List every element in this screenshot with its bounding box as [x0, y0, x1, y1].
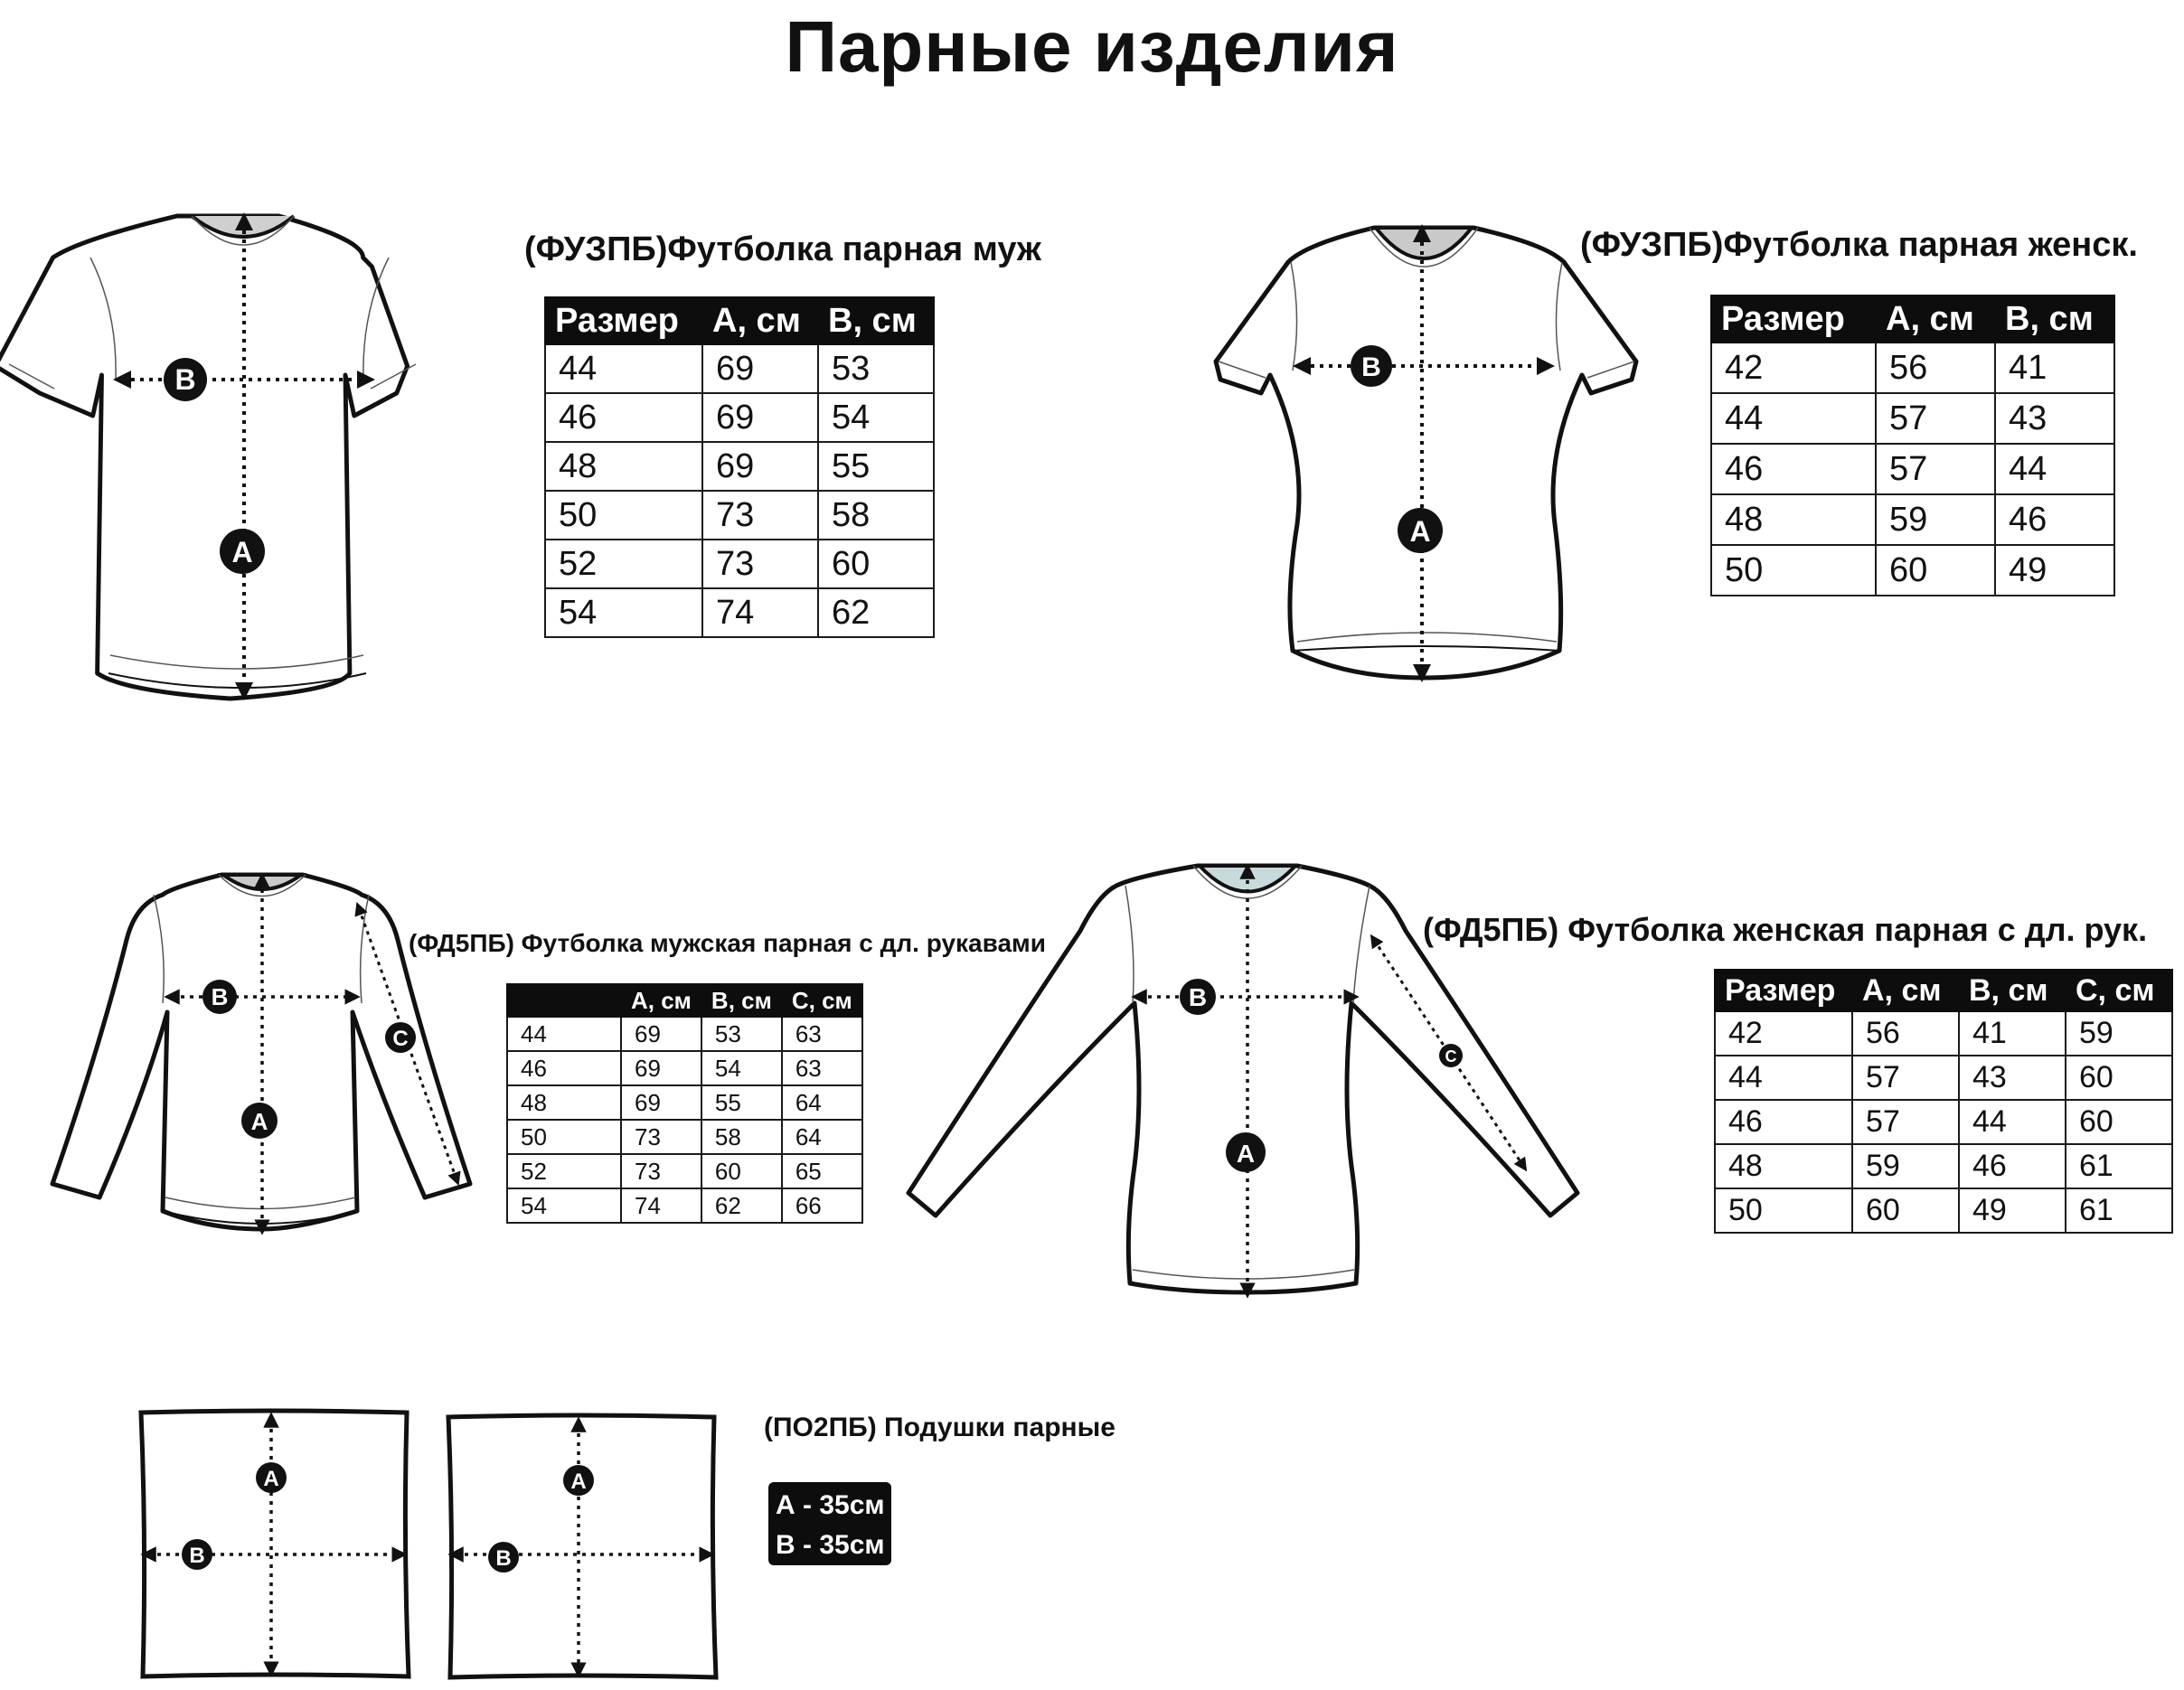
women-tshirt-diagram	[1202, 217, 1654, 687]
column-header: С, см	[782, 984, 862, 1017]
table-cell: 48	[1711, 494, 1876, 545]
table-cell: 69	[621, 1017, 701, 1051]
table-cell: 57	[1852, 1056, 1959, 1100]
pillow-right-diagram	[443, 1410, 723, 1690]
table-cell: 43	[1959, 1056, 2066, 1100]
table-cell: 62	[818, 588, 934, 637]
table-row	[545, 344, 934, 393]
men-tshirt-diagram	[0, 203, 398, 709]
column-header: А, см	[621, 984, 701, 1017]
table-cell: 59	[1852, 1144, 1959, 1188]
men-tshirt-title: (ФУЗПБ)Футболка парная муж	[524, 230, 1041, 268]
column-header: А, см	[702, 297, 818, 344]
measure-a-label: A	[1409, 515, 1431, 548]
table-cell: 55	[818, 442, 934, 491]
table-cell: 53	[701, 1017, 782, 1051]
table-row	[1715, 1011, 2172, 1056]
table-row	[507, 1051, 862, 1085]
table-cell: 52	[545, 540, 702, 588]
column-header: А, см	[1876, 296, 1995, 343]
table-row	[545, 540, 934, 588]
men-longsleeve-size-table	[506, 983, 863, 1224]
table-cell: 73	[621, 1154, 701, 1188]
table-row	[1711, 343, 2114, 393]
table-row	[545, 393, 934, 442]
men-longsleeve-diagram	[45, 868, 479, 1238]
table-cell: 54	[818, 393, 934, 442]
column-header: Размер	[1711, 296, 1876, 343]
table-cell: 46	[1715, 1100, 1852, 1144]
table-cell: 58	[701, 1120, 782, 1154]
table-cell: 60	[1876, 545, 1995, 596]
table-cell: 61	[2066, 1188, 2172, 1233]
table-cell: 44	[545, 344, 702, 393]
column-header: В, см	[818, 297, 934, 344]
table-cell: 41	[1959, 1011, 2066, 1056]
table-cell: 48	[507, 1085, 621, 1120]
table-cell: 61	[2066, 1144, 2172, 1188]
table-cell: 57	[1876, 393, 1995, 444]
measure-a-label: A	[570, 1469, 587, 1494]
column-header: В, см	[1995, 296, 2114, 343]
table-cell: 63	[782, 1017, 862, 1051]
table-cell: 65	[782, 1154, 862, 1188]
column-header: В, см	[1959, 970, 2066, 1011]
pillow-dimensions-badge	[768, 1482, 891, 1565]
table-cell: 60	[1852, 1188, 1959, 1233]
table-row	[507, 1188, 862, 1223]
table-row	[507, 1154, 862, 1188]
table-cell: 50	[545, 491, 702, 540]
table-cell: 66	[782, 1188, 862, 1223]
table-cell: 46	[507, 1051, 621, 1085]
table-cell: 54	[507, 1188, 621, 1223]
table-cell: 49	[1995, 545, 2114, 596]
pillow-dim-b: В - 35см	[776, 1530, 885, 1560]
column-header	[507, 984, 621, 1017]
measure-c-label: C	[392, 1027, 409, 1051]
table-cell: 73	[702, 540, 818, 588]
table-cell: 57	[1876, 444, 1995, 494]
table-row	[1715, 1144, 2172, 1188]
table-row	[1711, 444, 2114, 494]
table-cell: 63	[782, 1051, 862, 1085]
women-tshirt-size-table	[1710, 295, 2115, 596]
table-cell: 54	[701, 1051, 782, 1085]
women-longsleeve-title: (ФД5ПБ) Футболка женская парная с дл. рук.	[1423, 911, 2148, 948]
table-cell: 43	[1995, 393, 2114, 444]
table-cell: 53	[818, 344, 934, 393]
table-header-row	[1715, 970, 2172, 1011]
measure-a-label: A	[1236, 1140, 1256, 1168]
measure-a-label: A	[263, 1467, 279, 1491]
table-cell: 50	[1711, 545, 1876, 596]
table-header-row	[507, 984, 862, 1017]
table-cell: 56	[1852, 1011, 1959, 1056]
table-row	[1715, 1100, 2172, 1144]
table-row	[507, 1120, 862, 1154]
table-cell: 69	[621, 1051, 701, 1085]
table-cell: 48	[545, 442, 702, 491]
table-cell: 55	[701, 1085, 782, 1120]
measure-c-label: C	[1445, 1047, 1457, 1066]
table-cell: 64	[782, 1085, 862, 1120]
column-header: Размер	[545, 297, 702, 344]
page-title: Парные изделия	[785, 6, 1399, 87]
table-cell: 69	[702, 393, 818, 442]
women-tshirt-title: (ФУЗПБ)Футболка парная женск.	[1580, 226, 2138, 264]
measure-b-label: B	[189, 1544, 205, 1568]
table-cell: 44	[1995, 444, 2114, 494]
table-cell: 46	[1995, 494, 2114, 545]
table-row	[1715, 1188, 2172, 1233]
table-row	[545, 442, 934, 491]
table-cell: 60	[2066, 1056, 2172, 1100]
table-cell: 54	[545, 588, 702, 637]
men-tshirt-size-table	[544, 296, 935, 638]
measure-a-label: A	[231, 536, 253, 568]
pillow-dim-a: А - 35см	[776, 1490, 885, 1520]
table-row	[1711, 393, 2114, 444]
table-cell: 56	[1876, 343, 1995, 393]
table-cell: 46	[545, 393, 702, 442]
table-header-row	[1711, 296, 2114, 343]
men-longsleeve-title: (ФД5ПБ) Футболка мужская парная с дл. рукавами	[409, 929, 1046, 957]
measure-b-label: B	[495, 1546, 512, 1571]
table-cell: 46	[1711, 444, 1876, 494]
table-row	[1711, 494, 2114, 545]
table-cell: 73	[702, 491, 818, 540]
table-cell: 60	[701, 1154, 782, 1188]
measure-b-label: B	[174, 363, 196, 396]
table-cell: 44	[1959, 1100, 2066, 1144]
measure-b-label: B	[1188, 983, 1208, 1011]
table-cell: 49	[1959, 1188, 2066, 1233]
table-cell: 62	[701, 1188, 782, 1223]
table-cell: 58	[818, 491, 934, 540]
table-cell: 69	[702, 442, 818, 491]
table-cell: 74	[621, 1188, 701, 1223]
table-cell: 42	[1715, 1011, 1852, 1056]
table-cell: 69	[621, 1085, 701, 1120]
table-cell: 57	[1852, 1100, 1959, 1144]
measure-b-label: B	[211, 983, 229, 1010]
table-cell: 44	[1715, 1056, 1852, 1100]
table-row	[545, 588, 934, 637]
table-cell: 42	[1711, 343, 1876, 393]
table-cell: 74	[702, 588, 818, 637]
table-row	[507, 1085, 862, 1120]
table-cell: 60	[2066, 1100, 2172, 1144]
measure-b-label: B	[1361, 352, 1381, 382]
table-cell: 60	[818, 540, 934, 588]
column-header: А, см	[1852, 970, 1959, 1011]
column-header: В, см	[701, 984, 782, 1017]
table-row	[507, 1017, 862, 1051]
table-cell: 73	[621, 1120, 701, 1154]
table-cell: 41	[1995, 343, 2114, 393]
table-cell: 44	[507, 1017, 621, 1051]
table-cell: 59	[2066, 1011, 2172, 1056]
table-cell: 46	[1959, 1144, 2066, 1188]
column-header: С, см	[2066, 970, 2172, 1011]
table-cell: 52	[507, 1154, 621, 1188]
table-cell: 64	[782, 1120, 862, 1154]
table-cell: 69	[702, 344, 818, 393]
table-row	[545, 491, 934, 540]
table-header-row	[545, 297, 934, 344]
women-longsleeve-size-table	[1714, 969, 2173, 1234]
table-row	[1715, 1056, 2172, 1100]
table-cell: 50	[507, 1120, 621, 1154]
table-cell: 59	[1876, 494, 1995, 545]
table-cell: 50	[1715, 1188, 1852, 1233]
column-header: Размер	[1715, 970, 1852, 1011]
table-cell: 44	[1711, 393, 1876, 444]
pillows-title: (ПО2ПБ) Подушки парные	[764, 1413, 1116, 1442]
table-row	[1711, 545, 2114, 596]
table-cell: 48	[1715, 1144, 1852, 1188]
measure-a-label: A	[250, 1108, 268, 1135]
pillow-left-diagram	[136, 1405, 416, 1685]
